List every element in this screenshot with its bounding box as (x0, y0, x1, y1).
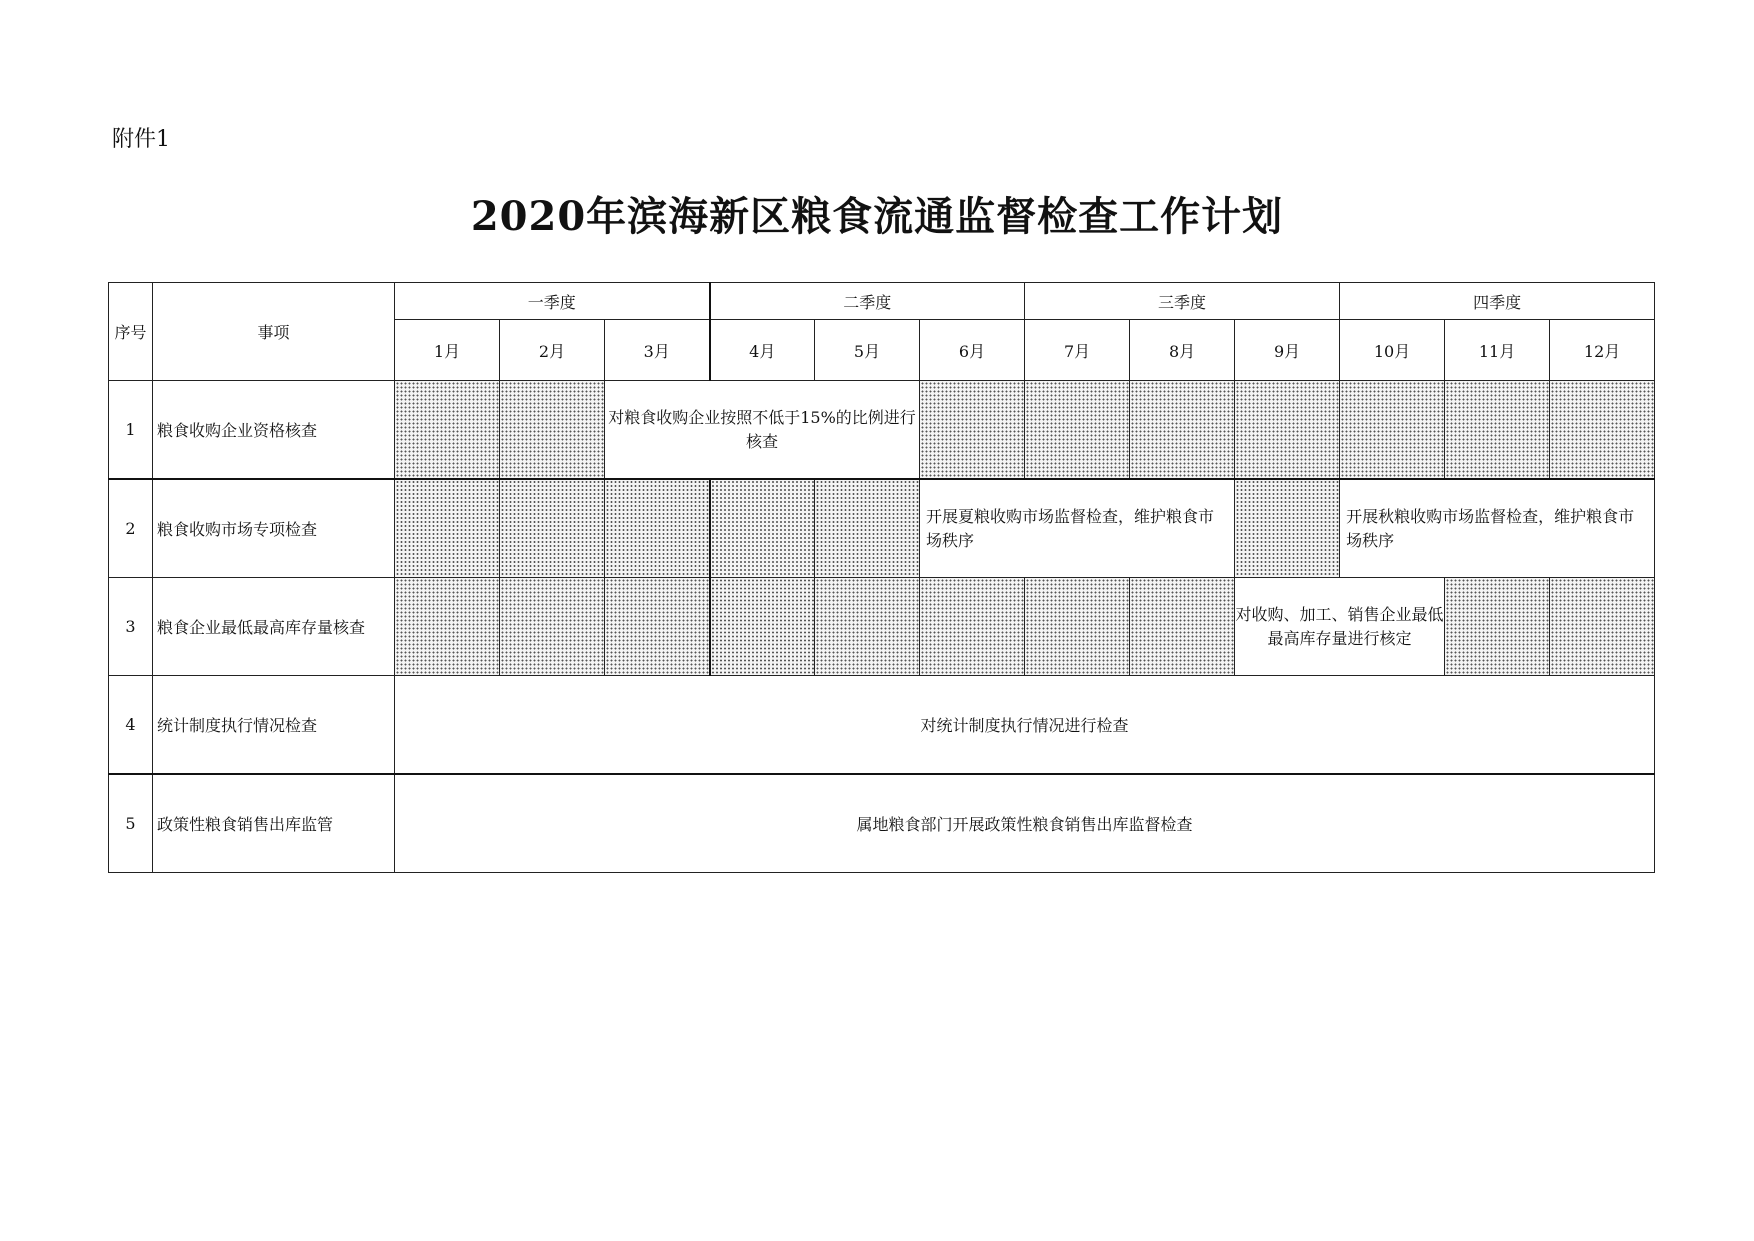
quarter-header-row (109, 283, 1655, 320)
month-header: 8月 (1130, 320, 1235, 381)
quarter-header: 二季度 (710, 283, 1025, 320)
quarter-header: 四季度 (1340, 283, 1655, 320)
hatched-cell (500, 479, 605, 578)
hatched-cell (1550, 381, 1655, 480)
item-header: 事项 (153, 283, 395, 381)
hatched-cell (1445, 381, 1550, 480)
hatched-cell (1025, 381, 1130, 480)
row-item: 粮食企业最低最高库存量核查 (153, 578, 395, 676)
page-title: 2020年滨海新区粮食流通监督检查工作计划 (470, 193, 1284, 240)
row-note: 对粮食收购企业按照不低于15%的比例进行核查 (605, 381, 920, 480)
quarter-header: 一季度 (395, 283, 710, 320)
row-note: 属地粮食部门开展政策性粮食销售出库监督检查 (395, 774, 1655, 873)
hatched-cell (920, 381, 1025, 480)
month-header: 6月 (920, 320, 1025, 381)
row-item: 粮食收购企业资格核查 (153, 381, 395, 480)
row-seq: 3 (109, 578, 153, 676)
row-item: 粮食收购市场专项检查 (153, 479, 395, 578)
table-row (109, 676, 1655, 775)
row-seq: 5 (109, 774, 153, 873)
hatched-cell (1340, 381, 1445, 480)
row-item: 政策性粮食销售出库监管 (153, 774, 395, 873)
table-row (109, 578, 1655, 676)
row-seq: 1 (109, 381, 153, 480)
month-header: 2月 (500, 320, 605, 381)
month-header: 10月 (1340, 320, 1445, 381)
row-note: 开展秋粮收购市场监督检查，维护粮食市场秩序 (1340, 479, 1655, 578)
row-note: 开展夏粮收购市场监督检查，维护粮食市场秩序 (920, 479, 1235, 578)
row-note: 对统计制度执行情况进行检查 (395, 676, 1655, 775)
month-header: 1月 (395, 320, 500, 381)
table-row (109, 479, 1655, 578)
hatched-cell (1025, 578, 1130, 676)
hatched-cell (815, 578, 920, 676)
quarter-header: 三季度 (1025, 283, 1340, 320)
hatched-cell (605, 479, 710, 578)
row-note: 对收购、加工、销售企业最低最高库存量进行核定 (1235, 578, 1445, 676)
hatched-cell (605, 578, 710, 676)
hatched-cell (1130, 578, 1235, 676)
table-row (109, 381, 1655, 480)
hatched-cell (1130, 381, 1235, 480)
month-header: 12月 (1550, 320, 1655, 381)
month-header: 5月 (815, 320, 920, 381)
row-item: 统计制度执行情况检查 (153, 676, 395, 775)
hatched-cell (1550, 578, 1655, 676)
month-header: 4月 (710, 320, 815, 381)
hatched-cell (500, 381, 605, 480)
inspection-plan-table (108, 282, 1655, 873)
hatched-cell (710, 479, 815, 578)
month-header: 7月 (1025, 320, 1130, 381)
hatched-cell (500, 578, 605, 676)
hatched-cell (920, 578, 1025, 676)
table-row (109, 774, 1655, 873)
hatched-cell (1445, 578, 1550, 676)
row-seq: 4 (109, 676, 153, 775)
month-header: 11月 (1445, 320, 1550, 381)
month-header: 9月 (1235, 320, 1340, 381)
hatched-cell (710, 578, 815, 676)
hatched-cell (1235, 479, 1340, 578)
hatched-cell (815, 479, 920, 578)
seq-header: 序号 (109, 283, 153, 381)
hatched-cell (395, 479, 500, 578)
hatched-cell (395, 381, 500, 480)
month-header: 3月 (605, 320, 710, 381)
hatched-cell (1235, 381, 1340, 480)
attachment-label: 附件1 (112, 127, 170, 152)
hatched-cell (395, 578, 500, 676)
row-seq: 2 (109, 479, 153, 578)
